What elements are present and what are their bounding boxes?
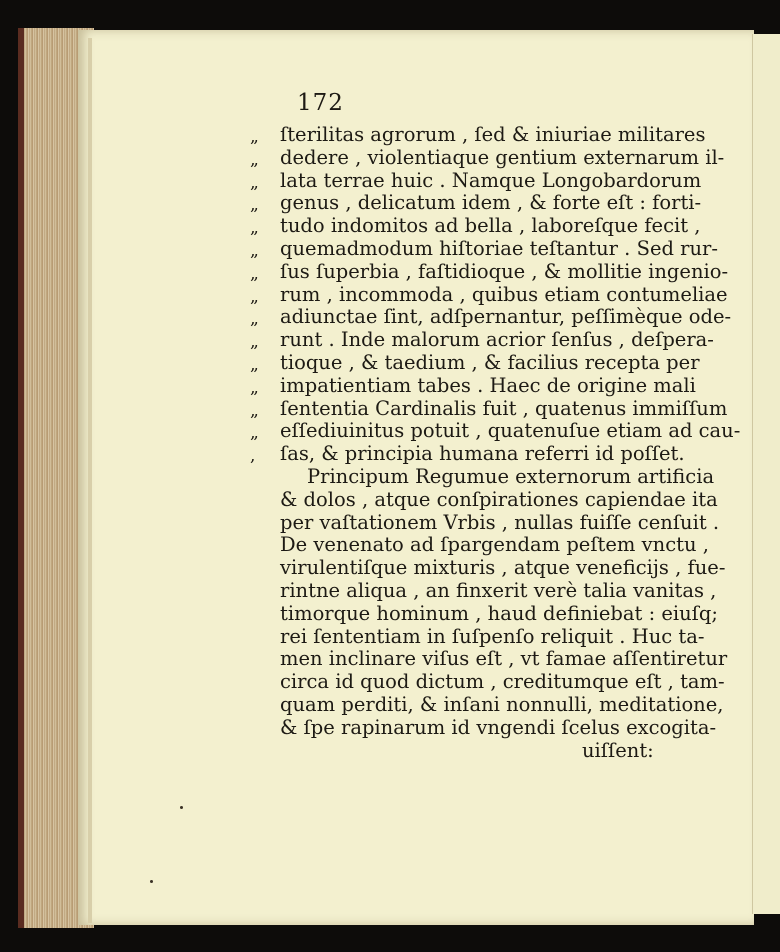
text-line [0,420,780,443]
text-line [0,626,780,649]
text-line [0,557,780,580]
catchword: uiſſent: [582,738,654,762]
line-text: quam perditi, & inſani nonnulli, meditatione, [280,692,724,716]
quotation-mark: „ [250,286,259,307]
line-text: per vaſtationem Vrbis , nullas fuiſſe cenſuit . [280,510,720,534]
quotation-mark: „ [250,218,259,239]
line-text: adiunctae ſint, adſpernantur, peſſimèque ode- [280,305,732,329]
line-text: ſas, & principia humana referri id poſſet. [280,442,685,466]
text-line [0,147,780,170]
line-text: ſterilitas agrorum , ſed & iniuriae militares [280,123,706,146]
text-line [0,261,780,284]
line-text: timorque hominum , haud definiebat : eiuſq; [280,601,718,625]
quotation-mark: „ [250,332,259,353]
text-line [0,398,780,421]
quotation-mark: „ [250,149,259,170]
line-text: lata terrae huic . Namque Longobardorum [280,168,702,192]
text-line [0,375,780,398]
text-line [0,192,780,215]
quotation-mark: „ [250,400,259,421]
text-line [0,466,780,489]
text-line [0,352,780,375]
line-text: impatientiam tabes . Haec de origine mali [280,373,696,397]
line-text: virulentiſque mixturis , atque veneficijs , fue- [280,556,726,580]
line-text: genus , delicatum idem , & forte eſt : forti- [280,191,702,215]
text-line [0,238,780,261]
text-line [0,580,780,603]
paper-speck [150,880,153,883]
text-line [0,603,780,626]
text-line [0,717,780,740]
line-text: eſſediuinitus potuit , quatenuſue etiam ad cau- [280,419,741,443]
text-line [0,306,780,329]
text-line [0,284,780,307]
line-text: tioque , & taedium , & facilius recepta per [280,350,700,374]
text-line [0,170,780,193]
text-line [0,215,780,238]
text-line [0,671,780,694]
line-text: ſus ſuperbia , faſtidioque , & mollitie ingenio- [280,259,729,283]
quotation-mark: „ [250,423,259,444]
line-text: quemadmodum hiſtoriae teſtantur . Sed rur- [280,236,718,260]
paper-speck [180,806,183,809]
line-text: De venenato ad ſpargendam peſtem vnctu , [280,533,709,557]
line-text: & dolos , atque conſpirationes capiendae ita [280,487,718,511]
text-block [0,124,780,762]
text-line [0,648,780,671]
quotation-mark: „ [250,377,259,398]
line-text: Principum Regumue externorum artificia [307,464,715,488]
catchword-line [0,740,780,763]
line-text: ſententia Cardinalis fuit , quatenus immiſſum [280,396,728,420]
quotation-mark: „ [250,127,259,147]
quotation-mark: „ [250,172,259,193]
quotation-mark: „ [250,240,259,261]
line-text: & ſpe rapinarum id vngendi ſcelus excogita- [280,715,717,739]
line-text: rum , incommoda , quibus etiam contumeliae [280,282,728,306]
line-text: men inclinare viſus eſt , vt famae aſſentiretur [280,647,728,671]
text-line [0,694,780,717]
quotation-mark: „ [250,263,259,284]
line-text: dedere , violentiaque gentium externarum il- [280,145,725,169]
text-line [0,124,780,147]
line-text: circa id quod dictum , creditumque eſt , tam- [280,670,725,694]
quotation-mark: , [250,446,256,467]
page-number: 172 [297,90,344,116]
quotation-mark: „ [250,195,259,216]
text-line [0,534,780,557]
quotation-mark: „ [250,309,259,330]
line-text: rei ſententiam in ſuſpenſo reliquit . Huc ta- [280,624,705,648]
line-text: rintne aliqua , an finxerit verè talia vanitas , [280,578,717,602]
line-text: tudo indomitos ad bella , laboreſque fecit , [280,214,701,238]
text-line [0,489,780,512]
text-line [0,443,780,466]
text-line [0,329,780,352]
line-text: runt . Inde malorum acrior ſenſus , deſpera- [280,328,714,352]
quotation-mark: „ [250,354,259,375]
text-line [0,512,780,535]
